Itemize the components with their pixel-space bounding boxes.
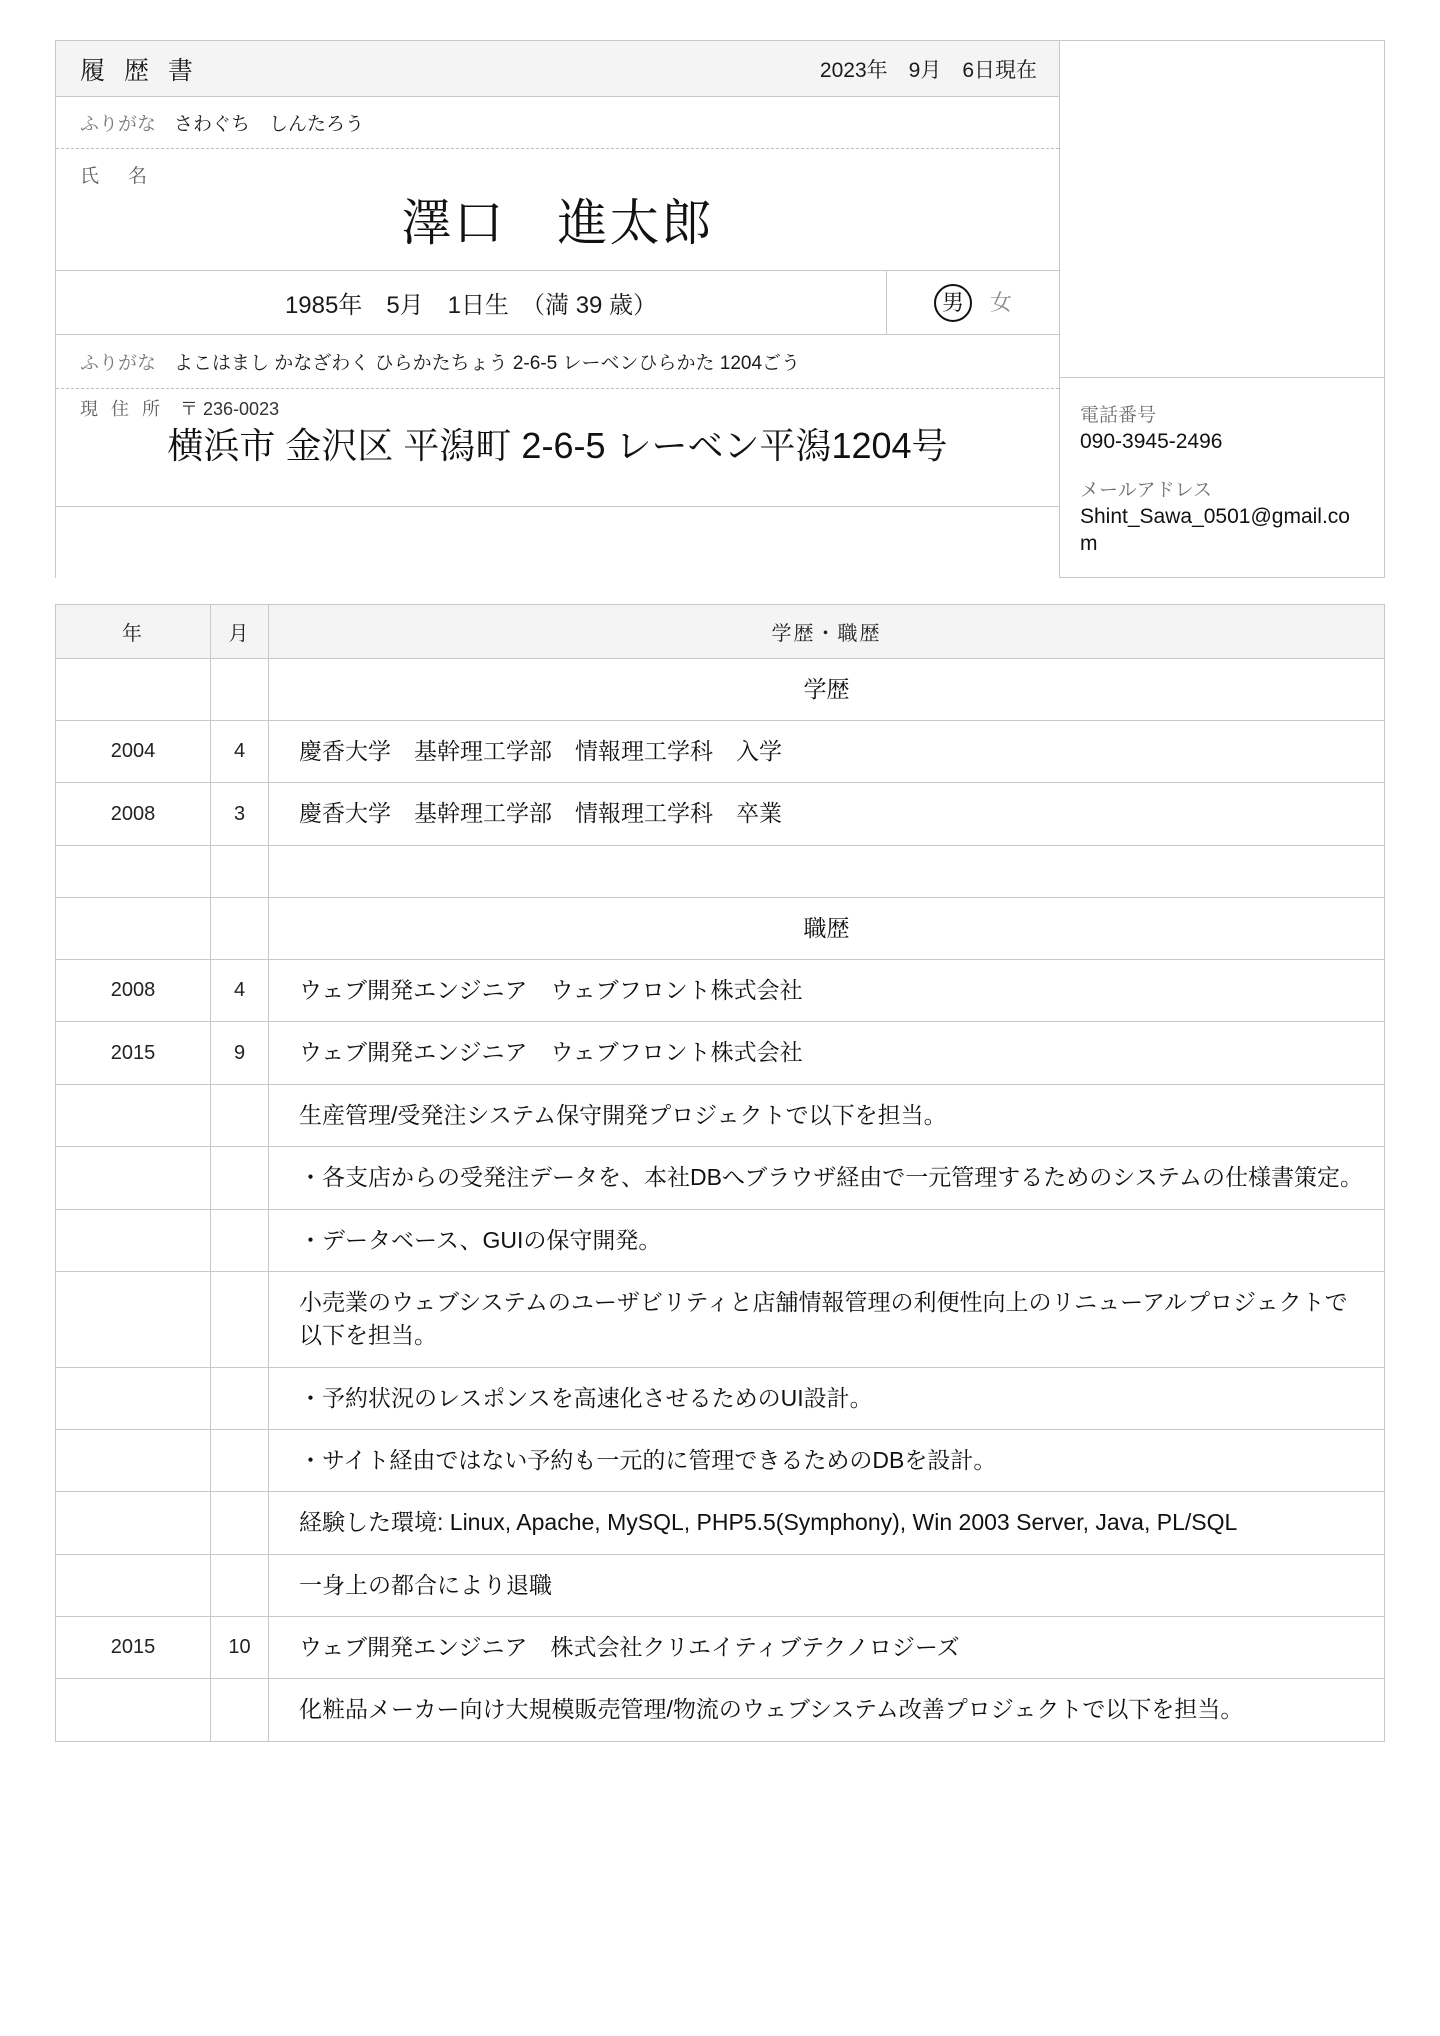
cell-year — [56, 1429, 211, 1491]
cell-year: 2015 — [56, 1616, 211, 1678]
address-label-line — [74, 395, 1041, 421]
document-date: 2023年 9月 6日現在 — [819, 58, 1037, 82]
cell-content: ・サイト経由ではない予約も一元的に管理できるためのDBを設計。 — [269, 1429, 1385, 1491]
cell-year — [56, 1147, 211, 1209]
table-row — [56, 1271, 1385, 1367]
postal-code: 〒 236-0023 — [180, 399, 280, 419]
cell-year: 2008 — [56, 960, 211, 1022]
gender-selector[interactable] — [887, 271, 1059, 334]
table-row — [56, 721, 1385, 783]
header-month: 月 — [211, 604, 269, 658]
cell-month — [211, 1209, 269, 1271]
cell-content: ウェブ開発エンジニア ウェブフロント株式会社 — [269, 960, 1385, 1022]
cell-year: 2015 — [56, 1022, 211, 1084]
cell-month: 4 — [211, 960, 269, 1022]
address-furigana-row — [56, 335, 1059, 389]
table-row — [56, 845, 1385, 897]
education-work-history-table — [55, 604, 1385, 1742]
name-label: 氏 名 — [80, 166, 153, 187]
table-body — [56, 658, 1385, 1741]
cell-year — [56, 845, 211, 897]
table-row — [56, 1022, 1385, 1084]
name-row — [56, 149, 1059, 271]
address-label: 現 住 所 — [80, 399, 165, 419]
cell-month — [211, 658, 269, 720]
cell-month — [211, 1084, 269, 1146]
document-title-row — [56, 41, 1059, 97]
cell-content: 小売業のウェブシステムのユーザビリティと店舗情報管理の利便性向上のリニューアルプロジェクトで以下を担当。 — [269, 1271, 1385, 1367]
cell-month — [211, 1492, 269, 1554]
cell-content: ・各支店からの受発注データを、本社DBへブラウザ経由で一元管理するためのシステムの仕様書策定。 — [269, 1147, 1385, 1209]
email-value: Shint_Sawa_0501@gmail.com — [1080, 505, 1350, 555]
cell-content — [269, 845, 1385, 897]
cell-content: ウェブ開発エンジニア ウェブフロント株式会社 — [269, 1022, 1385, 1084]
cell-content: 職歴 — [269, 897, 1385, 959]
cell-year — [56, 897, 211, 959]
table-row — [56, 1616, 1385, 1678]
cell-year — [56, 1209, 211, 1271]
cell-month: 4 — [211, 721, 269, 783]
cell-content: 生産管理/受発注システム保守開発プロジェクトで以下を担当。 — [269, 1084, 1385, 1146]
cell-month — [211, 1147, 269, 1209]
cell-content: 学歴 — [269, 658, 1385, 720]
table-row — [56, 960, 1385, 1022]
table-row — [56, 1679, 1385, 1741]
cell-year: 2008 — [56, 783, 211, 845]
cell-content: ウェブ開発エンジニア 株式会社クリエイティブテクノロジーズ — [269, 1616, 1385, 1678]
cell-month — [211, 1271, 269, 1367]
cell-month — [211, 1679, 269, 1741]
cell-content: 慶香大学 基幹理工学部 情報理工学科 入学 — [269, 721, 1385, 783]
gender-option-female[interactable]: 女 — [989, 289, 1012, 315]
address-furigana-label: ふりがな — [80, 353, 157, 374]
cell-year — [56, 1367, 211, 1429]
table-row — [56, 1492, 1385, 1554]
table-row — [56, 1367, 1385, 1429]
birth-row — [56, 271, 1059, 335]
cell-month — [211, 1367, 269, 1429]
cell-content: 化粧品メーカー向け大規模販売管理/物流のウェブシステム改善プロジェクトで以下を担当。 — [269, 1679, 1385, 1741]
gender-option-male[interactable]: 男 — [934, 284, 972, 322]
cell-month — [211, 1429, 269, 1491]
cell-year — [56, 1271, 211, 1367]
cell-content: ・予約状況のレスポンスを高速化させるためのUI設計。 — [269, 1367, 1385, 1429]
personal-info-block — [55, 40, 1385, 578]
table-row — [56, 897, 1385, 959]
cell-year — [56, 1679, 211, 1741]
birthdate-value: 1985年 5月 1日生 （満 39 歳） — [56, 271, 887, 334]
cell-year — [56, 658, 211, 720]
header-year: 年 — [56, 604, 211, 658]
cell-year — [56, 1492, 211, 1554]
cell-month — [211, 897, 269, 959]
name-value: 澤口 進太郎 — [401, 195, 714, 251]
personal-info-left — [55, 40, 1060, 578]
name-furigana-row — [56, 97, 1059, 149]
address-row — [56, 389, 1059, 507]
table-row — [56, 1147, 1385, 1209]
table-row — [56, 1209, 1385, 1271]
header-content: 学歴・職歴 — [269, 604, 1385, 658]
page-title: 履 歴 書 — [80, 56, 199, 85]
email-label: メールアドレス — [1080, 480, 1213, 502]
cell-month — [211, 845, 269, 897]
cell-month — [211, 1554, 269, 1616]
table-row — [56, 1084, 1385, 1146]
address-furigana-value: よこはまし かなざわく ひらかたちょう 2-6-5 レーベンひらかた 1204ごう — [174, 353, 801, 374]
table-row — [56, 783, 1385, 845]
table-row — [56, 1429, 1385, 1491]
personal-info-right — [1060, 40, 1385, 578]
cell-content: 慶香大学 基幹理工学部 情報理工学科 卒業 — [269, 783, 1385, 845]
name-furigana-label: ふりがな — [80, 114, 157, 135]
cell-month: 10 — [211, 1616, 269, 1678]
contact-block — [1060, 378, 1385, 578]
address-value: 横浜市 金沢区 平潟町 2-6-5 レーベン平潟1204号 — [167, 425, 948, 466]
cell-content: ・データベース、GUIの保守開発。 — [269, 1209, 1385, 1271]
cell-year: 2004 — [56, 721, 211, 783]
cell-month: 3 — [211, 783, 269, 845]
cell-content: 一身上の都合により退職 — [269, 1554, 1385, 1616]
cell-year — [56, 1554, 211, 1616]
table-row — [56, 1554, 1385, 1616]
cell-content: 経験した環境: Linux, Apache, MySQL, PHP5.5(Symphony), Win 2003 Server, Java, PL/SQL — [269, 1492, 1385, 1554]
table-row — [56, 658, 1385, 720]
table-header-row — [56, 604, 1385, 658]
photo-placeholder[interactable] — [1060, 40, 1385, 378]
phone-value: 090-3945-2496 — [1080, 430, 1223, 453]
phone-label: 電話番号 — [1080, 405, 1157, 426]
cell-year — [56, 1084, 211, 1146]
cell-month: 9 — [211, 1022, 269, 1084]
name-furigana-value: さわぐち しんたろう — [174, 114, 365, 135]
